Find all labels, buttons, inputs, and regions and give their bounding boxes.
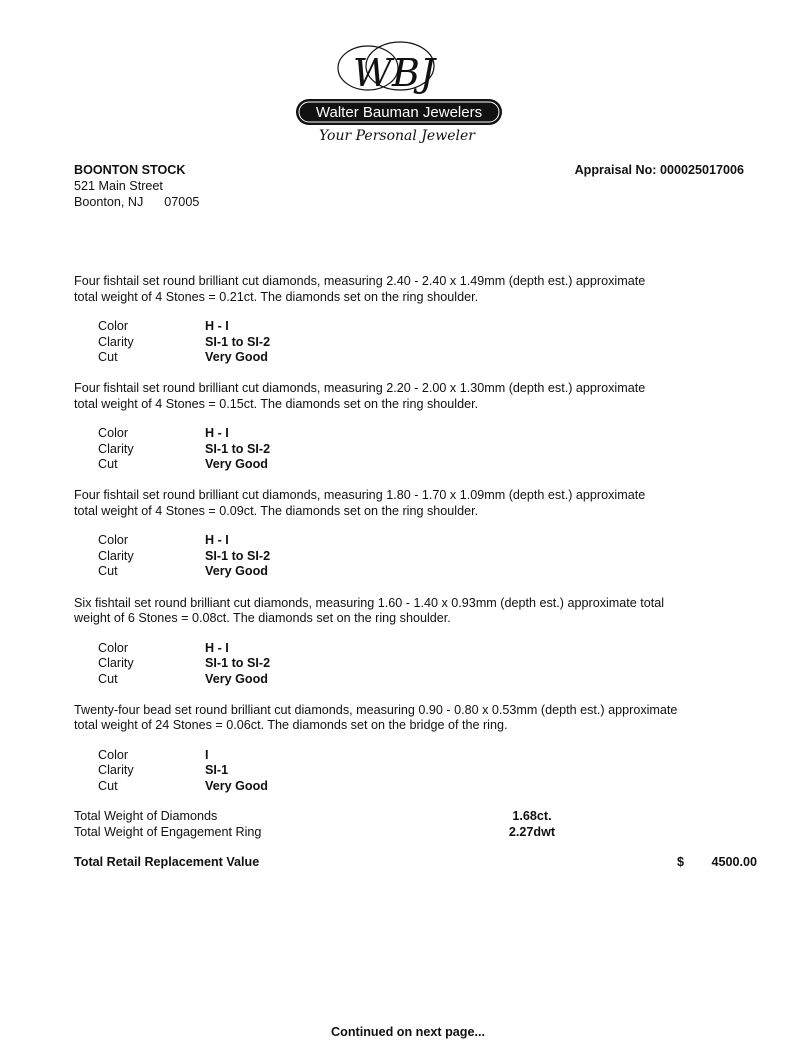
spec-row-clarity (74, 442, 764, 458)
appraisal-number: Appraisal No: 000025017006 (574, 163, 744, 177)
spec-label: Color (98, 426, 129, 441)
spec-label: Color (98, 747, 129, 762)
spec-row-clarity (74, 656, 764, 672)
spec-label: Color (98, 533, 129, 548)
spec-value: SI-1 to SI-2 (205, 548, 271, 563)
logo-tagline: Your Personal Jeweler (319, 128, 475, 144)
spec-row-cut (74, 564, 764, 580)
total-diamonds-value: 1.68ct. (512, 809, 552, 823)
spec-value: I (205, 747, 209, 762)
spec-value: Very Good (205, 671, 268, 686)
spec-label: Cut (98, 350, 118, 364)
spec-row-clarity (74, 335, 764, 351)
currency-symbol: $ (677, 855, 685, 869)
spec-label: Clarity (98, 548, 134, 563)
spec-label: Color (98, 640, 129, 655)
total-ring-value: 2.27dwt (508, 824, 556, 839)
spec-label: Clarity (98, 656, 134, 671)
spec-label: Color (98, 319, 129, 333)
spec-row-cut (74, 350, 764, 366)
total-ring-label: Total Weight of Engagement Ring (74, 824, 262, 839)
spec-value: Very Good (205, 778, 268, 793)
spec-value: H - I (205, 319, 229, 333)
logo-monogram: WBJ (352, 51, 436, 95)
spec-row-color (74, 748, 764, 764)
spec-value: SI-1 to SI-2 (205, 656, 271, 671)
item-description-line-2: total weight of 4 Stones = 0.15ct. The diamonds set on the ring shoulder. (74, 396, 479, 411)
spec-row-cut (74, 672, 764, 688)
continued-note: Continued on next page... (331, 1025, 485, 1039)
item-description-line-1: Four fishtail set round brilliant cut diamonds, measuring 1.80 - 1.70 x 1.09mm (depth est.) approximate (74, 488, 646, 503)
diamond-item (74, 488, 764, 580)
spec-value: Very Good (205, 564, 268, 579)
spec-value: SI-1 (205, 763, 229, 778)
item-description-line-1: Six fishtail set round brilliant cut diamonds, measuring 1.60 - 1.40 x 0.93mm (depth est.) approximate total (74, 595, 665, 610)
spec-row-cut (74, 457, 764, 473)
item-description-line-1: Four fishtail set round brilliant cut diamonds, measuring 2.40 - 2.40 x 1.49mm (depth est.) approximate (74, 274, 646, 288)
item-description-line-2: total weight of 24 Stones = 0.06ct. The diamonds set on the bridge of the ring. (74, 718, 508, 733)
spec-label: Clarity (98, 763, 134, 778)
diamond-item (74, 596, 764, 688)
item-description-line-2: total weight of 4 Stones = 0.21ct. The diamonds set on the ring shoulder. (74, 289, 479, 304)
spec-value: SI-1 to SI-2 (205, 334, 271, 349)
spec-row-color (74, 426, 764, 442)
spec-label: Cut (98, 778, 118, 793)
diamond-item (74, 381, 764, 473)
total-retail-value: 4500.00 (711, 855, 757, 869)
spec-value: SI-1 to SI-2 (205, 441, 271, 456)
item-description-line-2: weight of 6 Stones = 0.08ct. The diamonds set on the ring shoulder. (74, 611, 451, 626)
item-description-line-2: total weight of 4 Stones = 0.09ct. The diamonds set on the ring shoulder. (74, 503, 479, 518)
spec-label: Cut (98, 564, 118, 579)
spec-row-color (74, 319, 764, 335)
address-line-1: 521 Main Street (74, 179, 163, 193)
spec-row-cut (74, 779, 764, 795)
totals-section (74, 809, 764, 840)
logo-name: Walter Bauman Jewelers (315, 104, 483, 121)
spec-label: Cut (98, 671, 118, 686)
spec-value: H - I (205, 533, 229, 548)
spec-label: Clarity (98, 334, 134, 349)
store-name: BOONTON STOCK (74, 163, 186, 177)
diamond-item (74, 703, 764, 795)
diamond-item (74, 274, 764, 366)
spec-row-clarity (74, 549, 764, 565)
spec-value: Very Good (205, 457, 268, 472)
address-line-2: Boonton, NJ 07005 (74, 195, 200, 209)
spec-value: H - I (205, 640, 229, 655)
spec-row-clarity (74, 763, 764, 779)
spec-value: H - I (205, 426, 229, 441)
spec-label: Clarity (98, 441, 134, 456)
spec-row-color (74, 533, 764, 549)
spec-row-color (74, 641, 764, 657)
spec-value: Very Good (205, 350, 268, 364)
company-logo (290, 36, 510, 146)
spec-label: Cut (98, 457, 118, 472)
total-retail-label: Total Retail Replacement Value (74, 855, 260, 869)
total-diamonds-label: Total Weight of Diamonds (74, 809, 218, 823)
item-description-line-1: Twenty-four bead set round brilliant cut diamonds, measuring 0.90 - 0.80 x 0.53mm (depth est.) approximate (74, 702, 678, 717)
item-description-line-1: Four fishtail set round brilliant cut diamonds, measuring 2.20 - 2.00 x 1.30mm (depth est.) approximate (74, 381, 646, 396)
